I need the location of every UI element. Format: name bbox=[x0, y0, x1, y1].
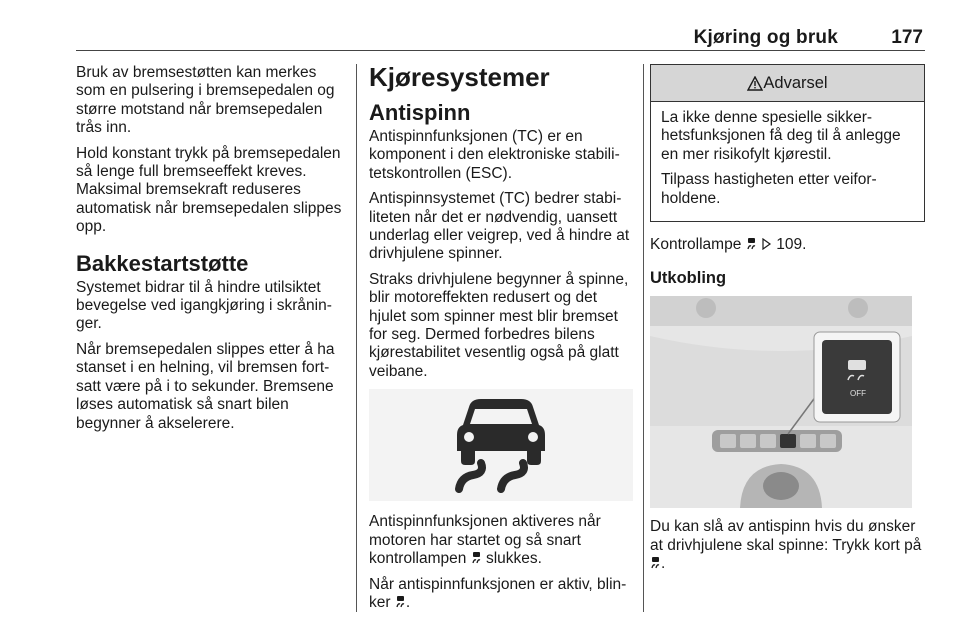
traction-control-icon bbox=[650, 556, 661, 569]
off-label: OFF bbox=[850, 389, 866, 399]
paragraph: Antispinnfunksjonen aktiveres når motoren har startet og så snart kontrollampen slukkes. bbox=[369, 513, 601, 568]
paragraph: Du kan slå av antispinn hvis du ønsker at drivhjulene skal spinne: Trykk kort på . bbox=[650, 518, 922, 573]
traction-control-illustration bbox=[369, 389, 633, 501]
paragraph: Straks drivhjulene begynner å spinne, blir motoreffekten redusert og det hjulet som spinner mest blir bremset for seg. Dermed forbedres bilens kjørestabilitet vesentlig også på glatt veibane. bbox=[369, 270, 629, 380]
column-right bbox=[650, 64, 925, 581]
section-heading: Antispinn bbox=[369, 100, 471, 125]
paragraph: Systemet bidrar til å hindre utilsiktet bevegelse ved igangkjøring i skråninger. bbox=[76, 278, 332, 333]
paragraph: Antispinnfunksjonen (TC) er en komponent i den elektroniske stabilitetskontrollen (ESC). bbox=[369, 128, 620, 182]
traction-control-icon bbox=[471, 551, 482, 564]
paragraph: Antispinnsystemet (TC) bedrer stabiliteten når det er nødvendig, uansett underlag eller veigrep, ved å hindre at drivhjulene spinner. bbox=[369, 190, 630, 263]
page-number: 177 bbox=[891, 27, 923, 48]
page-header-title: Kjøring og bruk bbox=[693, 27, 838, 48]
chapter-heading: Kjøresystemer bbox=[369, 62, 550, 92]
warning-body bbox=[651, 102, 924, 221]
paragraph: Når antispinnfunksjonen er aktiv, blinker . bbox=[369, 575, 627, 611]
section-heading: Utkobling bbox=[650, 269, 727, 288]
warning-box bbox=[650, 64, 925, 222]
column-left bbox=[76, 64, 348, 440]
paragraph: Når bremsepedalen slippes etter å ha stanset i en helning, vil bremsen fortsatt være på i to sekunder. Bremsene løses automatisk så snart bilen begynner å akselerere. bbox=[76, 340, 335, 432]
traction-control-icon bbox=[746, 237, 757, 250]
console-photo-illustration bbox=[650, 296, 912, 508]
page-reference-arrow-icon bbox=[761, 238, 772, 250]
warning-paragraph: La ikke denne spesielle sikkerhetsfunksjonen få deg til å anlegge en mer risikofylt kjørestil. bbox=[661, 109, 901, 163]
column-middle bbox=[369, 62, 633, 619]
warning-title: Advarsel bbox=[763, 73, 828, 92]
center-console-illustration bbox=[650, 296, 912, 508]
column-divider bbox=[643, 64, 644, 612]
paragraph: Hold konstant trykk på bremsepedalen så lenge full bremseeffekt kreves. Maksimal bremsekraft reduseres automatisk når bremsepedalen slippes opp. bbox=[76, 144, 342, 236]
warning-header bbox=[651, 65, 924, 102]
header-rule bbox=[76, 50, 925, 51]
warning-triangle-icon bbox=[747, 76, 763, 91]
traction-control-icon bbox=[395, 595, 406, 608]
traction-control-icon bbox=[369, 389, 633, 501]
warning-paragraph: Tilpass hastigheten etter veiforholdene. bbox=[661, 171, 877, 207]
column-divider bbox=[356, 64, 357, 612]
paragraph: Bruk av bremsestøtten kan merkes som en pulsering i bremsepedalen og større motstand når bremsepedalen trås inn. bbox=[76, 64, 335, 137]
section-heading: Bakkestartstøtte bbox=[76, 250, 249, 276]
cross-reference: Kontrollampe 109. bbox=[650, 236, 807, 254]
